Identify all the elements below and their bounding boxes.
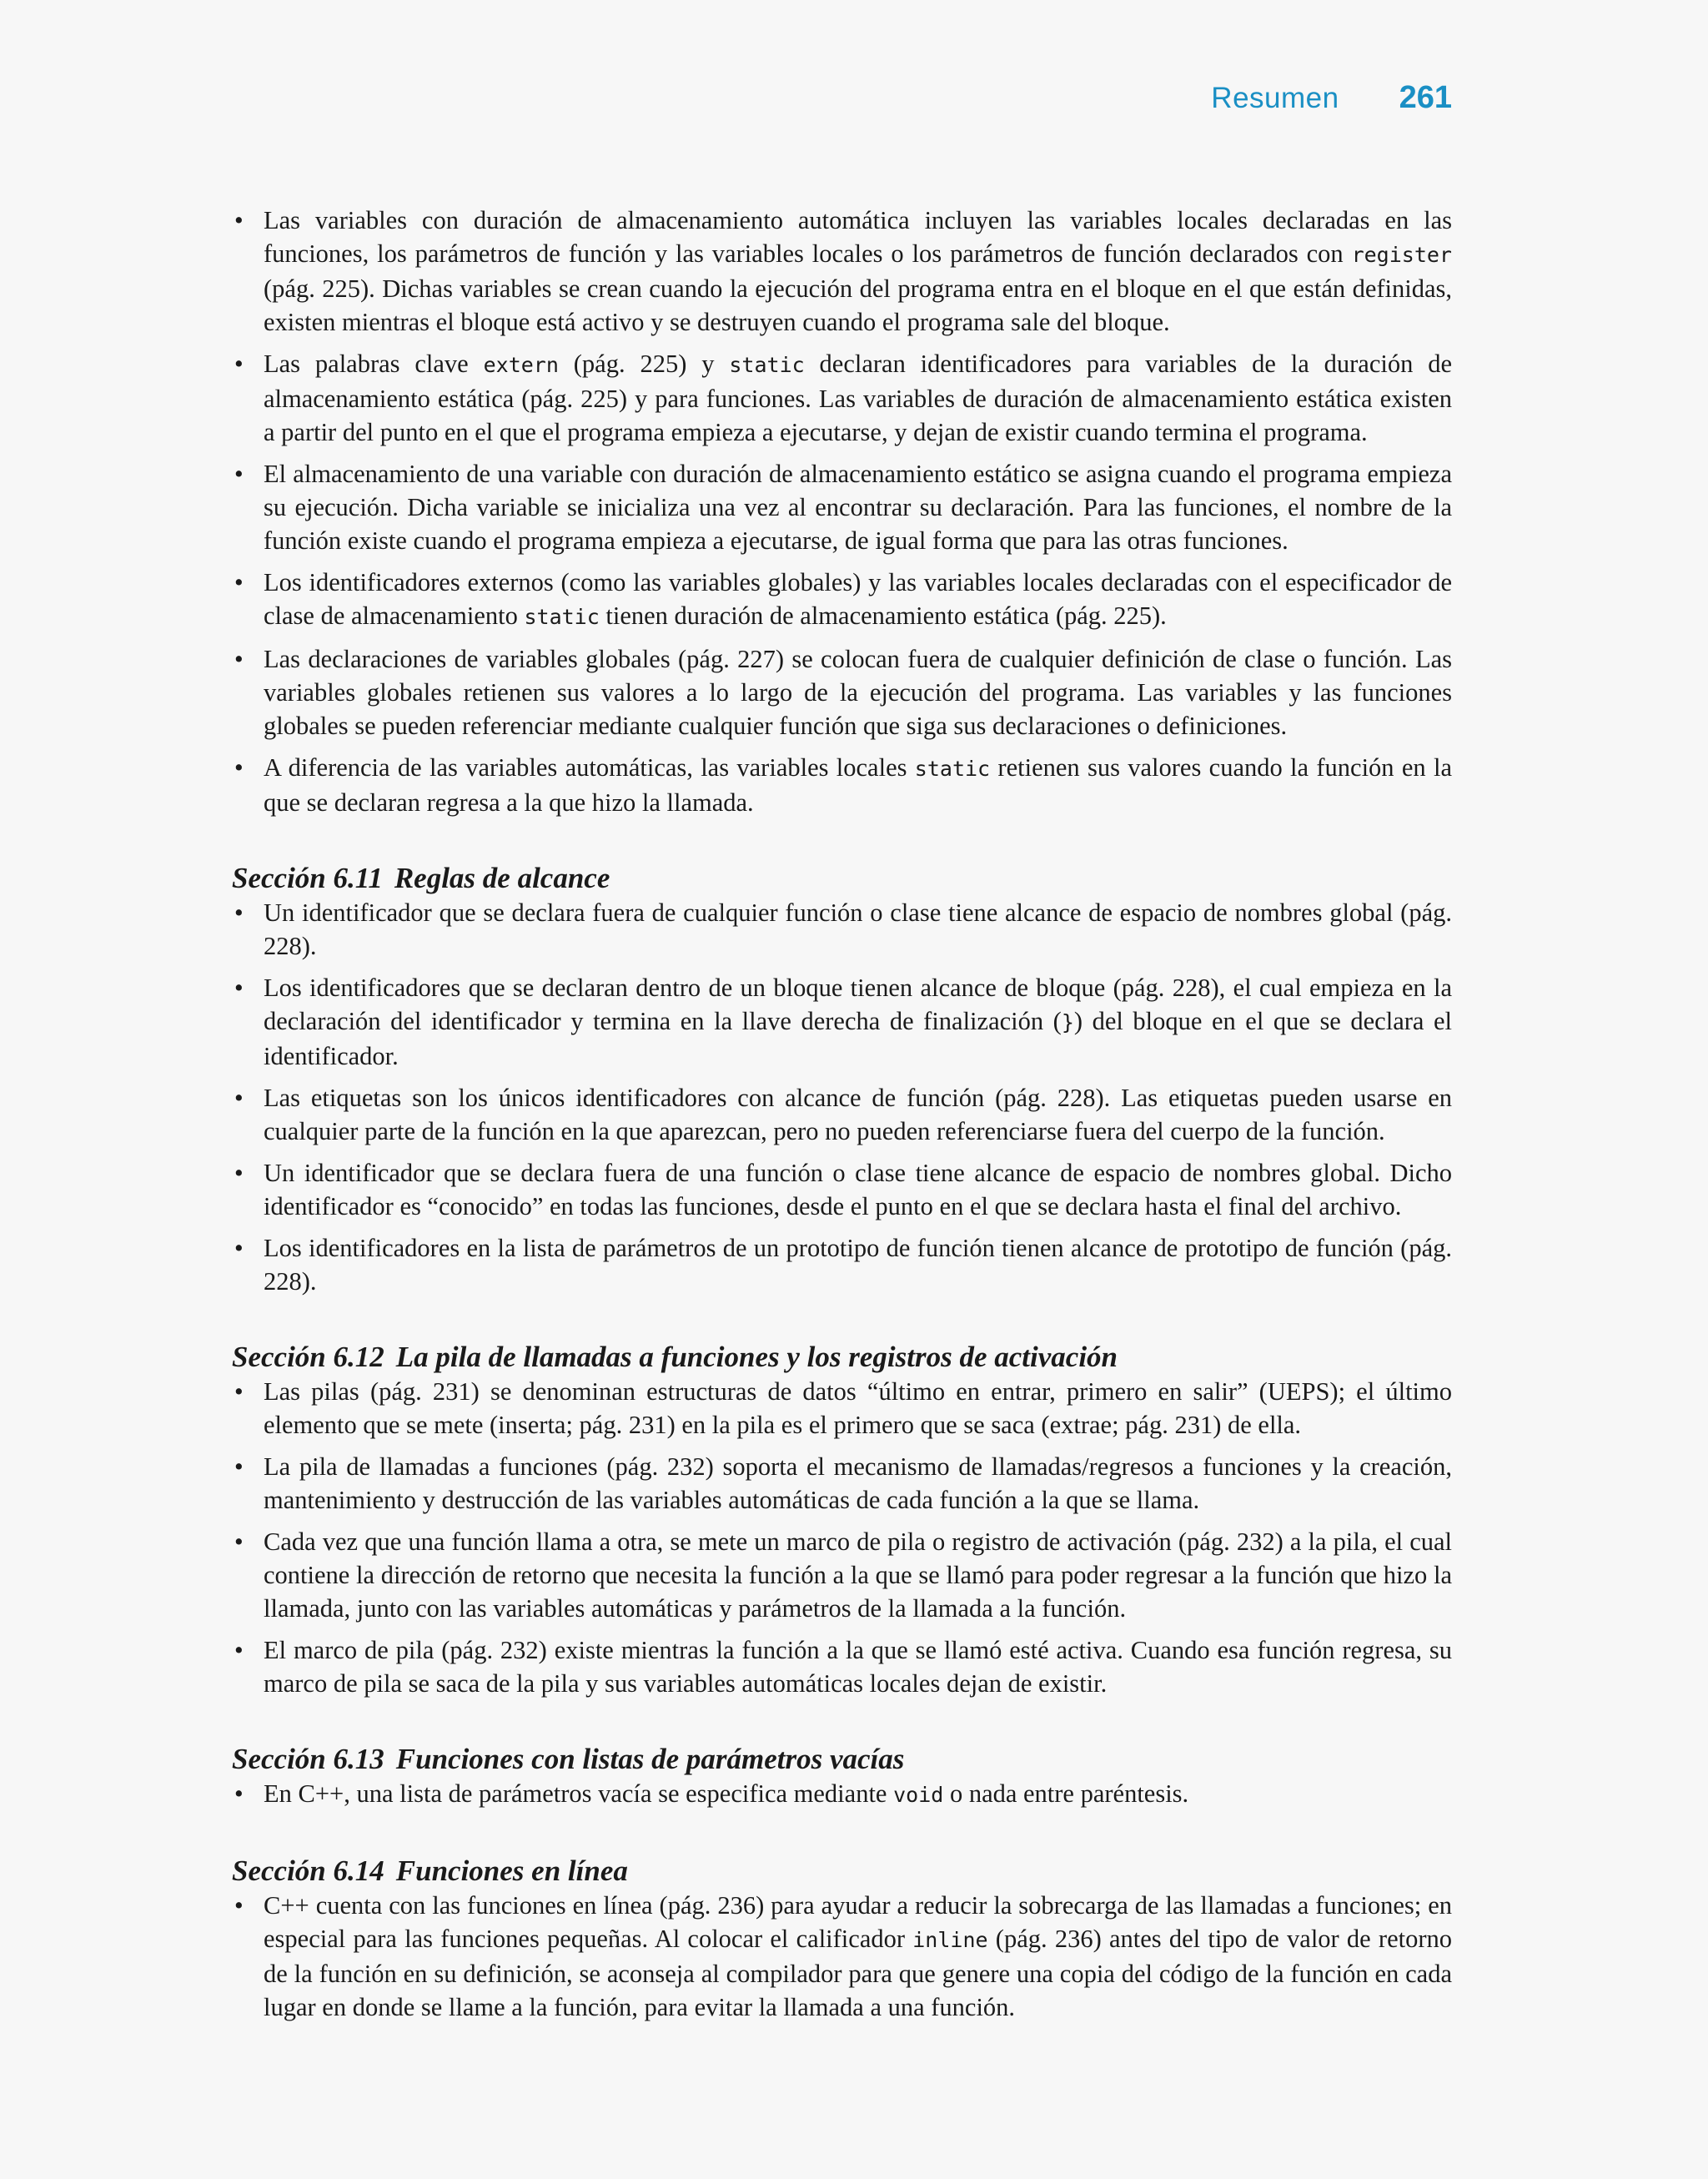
bullet-item: • En C++, una lista de parámetros vacía se especifica mediante void o nada entre paréntesis. <box>232 1777 1452 1812</box>
bullet-item: • La pila de llamadas a funciones (pág. 232) soporta el mecanismo de llamadas/regresos a funciones y la creación, mantenimiento y destrucción de las variables automáticas de cada función a la que se llama. <box>232 1450 1452 1517</box>
bullet-item: • Los identificadores en la lista de parámetros de un prototipo de función tienen alcance de prototipo de función (pág. 228). <box>232 1231 1452 1298</box>
section-number: Sección 6.12 <box>232 1341 384 1373</box>
code-keyword: static <box>914 757 991 781</box>
section-bullet-list <box>232 1889 1452 2024</box>
code-keyword: extern <box>483 353 559 377</box>
bullet-item: • Un identificador que se declara fuera de una función o clase tiene alcance de espacio de nombres global. Dicho identificador es “conocido” en todas las funciones, desde el punto en el que se declara hasta el final del archivo. <box>232 1156 1452 1223</box>
section-title: Funciones con listas de parámetros vacías <box>395 1743 905 1775</box>
bullet-item: • Un identificador que se declara fuera de cualquier función o clase tiene alcance de espacio de nombres global (pág. 228). <box>232 896 1452 963</box>
section-title: Funciones en línea <box>395 1854 628 1887</box>
section <box>232 1742 1452 1812</box>
bullet-item: • C++ cuenta con las funciones en línea (pág. 236) para ayudar a reducir la sobrecarga de las llamadas a funciones; en especial para las funciones pequeñas. Al colocar el calificador inline (pág. 236) antes del tipo de valor de retorno de la función en su definición, se aconseja al compilador para que genere una copia del código de la función en cada lugar en donde se llame a la función, para evitar la llamada a una función. <box>232 1889 1452 2024</box>
bullet-item: • Las palabras clave extern (pág. 225) y static declaran identificadores para variables de la duración de almacenamiento estática (pág. 225) y para funciones. Las variables de duración de almacenamiento estática existen a partir del punto en el que el programa empieza a ejecutarse, y dejan de existir cuando termina el programa. <box>232 347 1452 449</box>
section-number: Sección 6.13 <box>232 1743 384 1775</box>
bullet-item: • Cada vez que una función llama a otra, se mete un marco de pila o registro de activación (pág. 232) a la pila, el cual contiene la dirección de retorno que necesita la función a la que se llamó para poder regresar a la función que hizo la llamada, junto con las variables automáticas y parámetros de la llamada a la función. <box>232 1525 1452 1625</box>
bullet-item: • Las etiquetas son los únicos identificadores con alcance de función (pág. 228). Las etiquetas pueden usarse en cualquier parte de la función en la que aparezcan, pero no pueden referenciarse fuera del cuerpo de la función. <box>232 1081 1452 1148</box>
section-title: La pila de llamadas a funciones y los registros de activación <box>395 1341 1118 1373</box>
section <box>232 861 1452 1298</box>
running-header <box>1211 80 1452 116</box>
section-title: Reglas de alcance <box>394 862 610 894</box>
section <box>232 1854 1452 2024</box>
sections-container <box>232 861 1452 2024</box>
section-bullet-list <box>232 1375 1452 1700</box>
running-header-title: Resumen <box>1211 82 1339 114</box>
section-bullet-list <box>232 1777 1452 1812</box>
bullet-item: • A diferencia de las variables automáticas, las variables locales static retienen sus valores cuando la función en la que se declaran regresa a la que hizo la llamada. <box>232 751 1452 819</box>
bullet-item: • Las pilas (pág. 231) se denominan estructuras de datos “último en entrar, primero en salir” (UEPS); el último elemento que se mete (inserta; pág. 231) en la pila es el primero que se saca (extrae; pág. 231) de ella. <box>232 1375 1452 1442</box>
bullet-item: • El marco de pila (pág. 232) existe mientras la función a la que se llamó esté activa. Cuando esa función regresa, su marco de pila se saca de la pila y sus variables automáticas locales dejan de existir. <box>232 1633 1452 1700</box>
code-keyword: inline <box>912 1928 988 1952</box>
bullet-item: • Los identificadores externos (como las variables globales) y las variables locales declaradas con el especificador de clase de almacenamiento static tienen duración de almacenamiento estática (pág. 225). <box>232 566 1452 634</box>
section-heading <box>232 861 1452 896</box>
bullet-item: • Las declaraciones de variables globales (pág. 227) se colocan fuera de cualquier definición de clase o función. Las variables globales retienen sus valores a lo largo de la ejecución del programa. Las variables y las funciones globales se pueden referenciar mediante cualquier función que siga sus declaraciones o definiciones. <box>232 642 1452 742</box>
page-number: 261 <box>1399 80 1452 115</box>
intro-bullet-list <box>232 204 1452 819</box>
section-heading <box>232 1854 1452 1889</box>
code-keyword: static <box>729 353 805 377</box>
code-keyword: register <box>1351 243 1452 267</box>
section-bullet-list <box>232 896 1452 1298</box>
code-keyword: static <box>524 605 600 629</box>
code-keyword: void <box>893 1783 944 1807</box>
section-number: Sección 6.14 <box>232 1854 384 1887</box>
section-heading <box>232 1742 1452 1777</box>
page-body <box>232 204 1452 2032</box>
bullet-item: • Las variables con duración de almacenamiento automática incluyen las variables locales declaradas en las funciones, los parámetros de función y las variables locales o los parámetros de función declarados con register (pág. 225). Dichas variables se crean cuando la ejecución del programa entra en el bloque en el que están definidas, existen mientras el bloque está activo y se destruyen cuando el programa sale del bloque. <box>232 204 1452 339</box>
section-number: Sección 6.11 <box>232 862 383 894</box>
code-keyword: } <box>1061 1010 1074 1034</box>
bullet-item: • Los identificadores que se declaran dentro de un bloque tienen alcance de bloque (pág. 228), el cual empieza en la declaración del identificador y termina en la llave derecha de finalización (}) del bloque en el que se declara el identificador. <box>232 971 1452 1073</box>
bullet-item: • El almacenamiento de una variable con duración de almacenamiento estático se asigna cuando el programa empieza su ejecución. Dicha variable se inicializa una vez al encontrar su declaración. Para las funciones, el nombre de la función existe cuando el programa empieza a ejecutarse, de igual forma que para las otras funciones. <box>232 457 1452 557</box>
section <box>232 1340 1452 1700</box>
section-heading <box>232 1340 1452 1375</box>
